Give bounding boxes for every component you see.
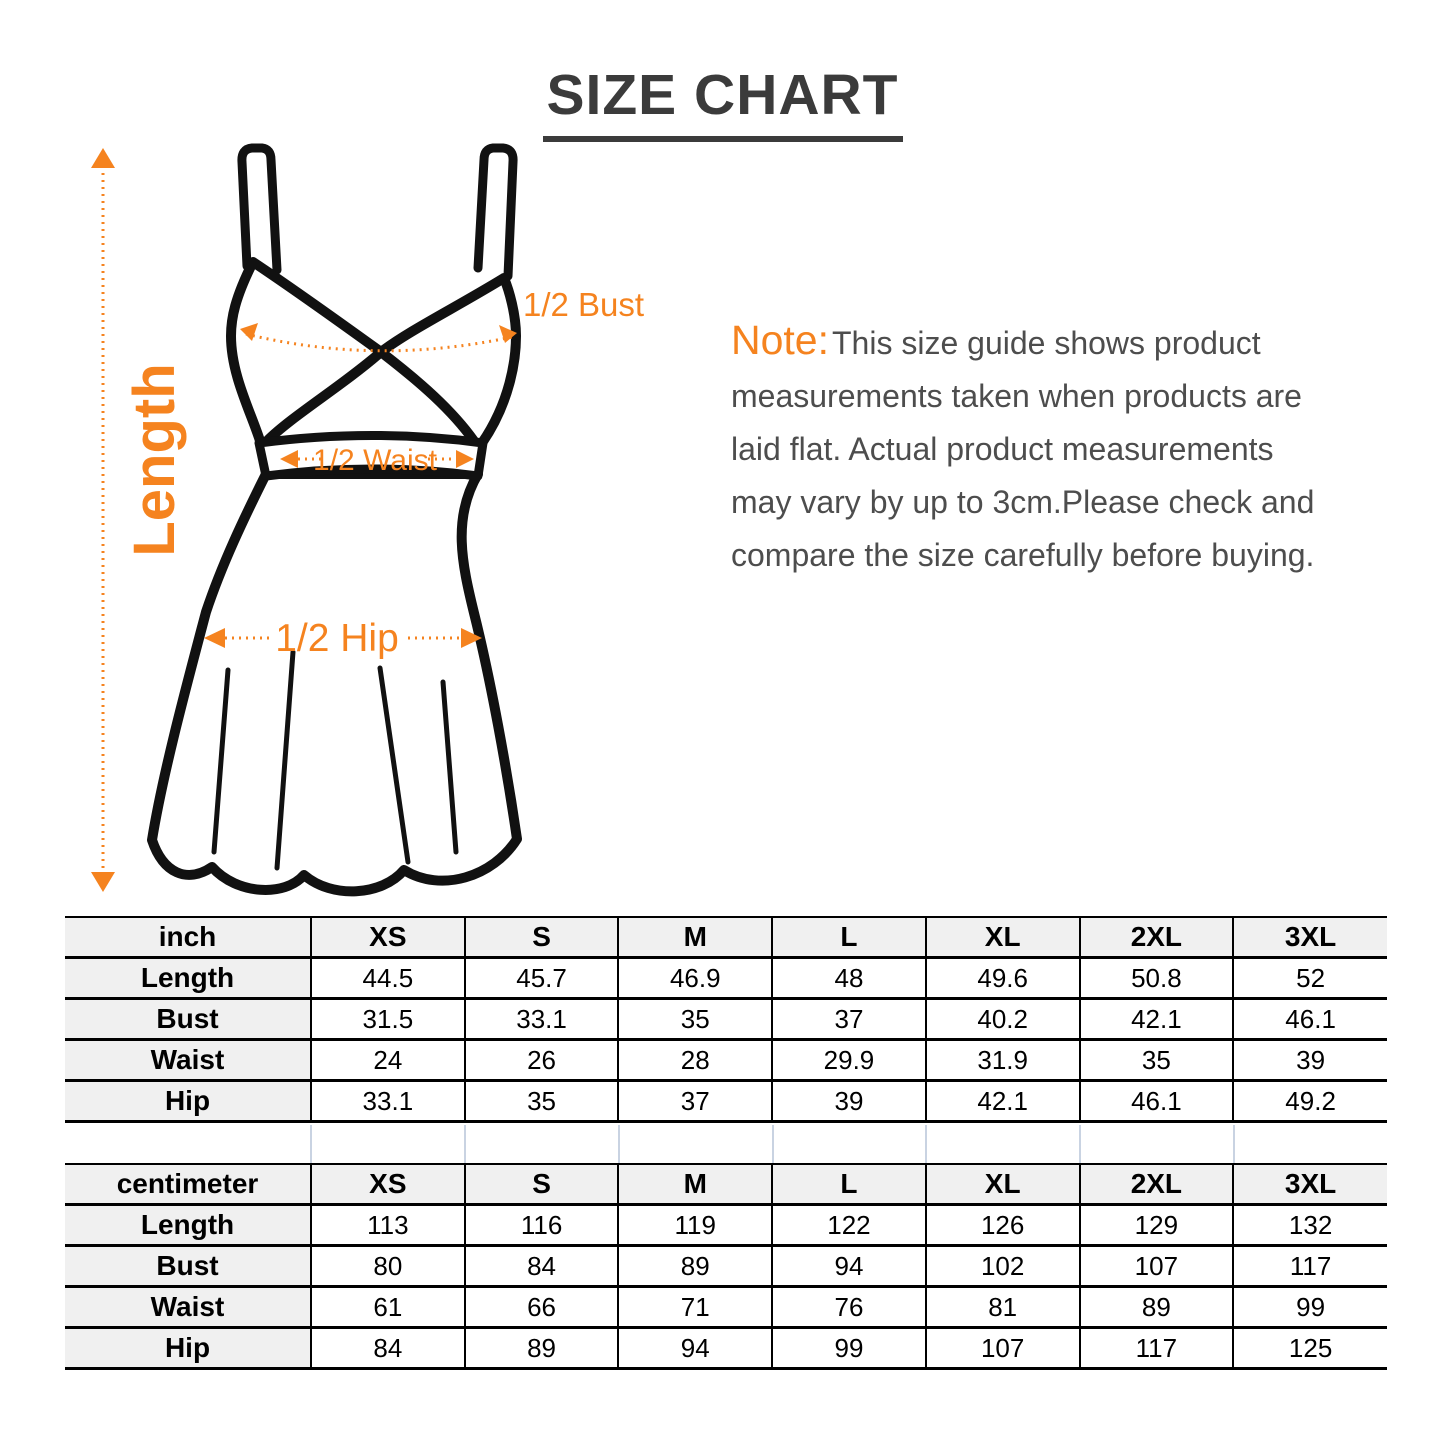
dress-right-strap: [478, 148, 513, 276]
measurement-value-cell: 89: [465, 1328, 619, 1369]
note-line: [731, 314, 1431, 370]
size-header-cell: 3XL: [1233, 917, 1387, 958]
size-header-cell: XL: [926, 917, 1080, 958]
measurement-label-cell: Hip: [65, 1328, 311, 1369]
measurement-label-cell: Bust: [65, 1246, 311, 1287]
measurement-value-cell: 31.5: [311, 999, 465, 1040]
measurement-value-cell: 26: [465, 1040, 619, 1081]
size-header-cell: M: [618, 1164, 772, 1205]
bust-label: 1/2 Bust: [523, 286, 645, 323]
size-table-header-row: [65, 917, 1387, 958]
measurement-value-cell: 84: [465, 1246, 619, 1287]
size-header-cell: L: [772, 1164, 926, 1205]
measurement-value-cell: 122: [772, 1205, 926, 1246]
measurement-value-cell: 71: [618, 1287, 772, 1328]
measurement-value-cell: 132: [1233, 1205, 1387, 1246]
measurement-value-cell: 52: [1233, 958, 1387, 999]
measurement-row: [65, 1287, 1387, 1328]
size-header-cell: 2XL: [1080, 917, 1234, 958]
measurement-label-cell: Waist: [65, 1287, 311, 1328]
measurement-value-cell: 39: [772, 1081, 926, 1122]
measurement-value-cell: 126: [926, 1205, 1080, 1246]
measurement-row: [65, 1081, 1387, 1122]
hip-label: 1/2 Hip: [275, 617, 399, 660]
measurement-value-cell: 46.1: [1233, 999, 1387, 1040]
size-header-cell: M: [618, 917, 772, 958]
measurement-value-cell: 33.1: [465, 999, 619, 1040]
measurement-value-cell: 84: [311, 1328, 465, 1369]
measurement-value-cell: 99: [772, 1328, 926, 1369]
measurement-value-cell: 29.9: [772, 1040, 926, 1081]
measurement-value-cell: 33.1: [311, 1081, 465, 1122]
measurement-value-cell: 35: [618, 999, 772, 1040]
measurement-row: [65, 1328, 1387, 1369]
measurement-value-cell: 66: [465, 1287, 619, 1328]
measurement-label-cell: Waist: [65, 1040, 311, 1081]
size-header-cell: 3XL: [1233, 1164, 1387, 1205]
measurement-value-cell: 45.7: [465, 958, 619, 999]
unit-header-cell: inch: [65, 917, 311, 958]
unit-header-cell: centimeter: [65, 1164, 311, 1205]
dress-left-strap: [242, 148, 277, 270]
measurement-value-cell: 94: [772, 1246, 926, 1287]
measurement-value-cell: 102: [926, 1246, 1080, 1287]
measurement-value-cell: 44.5: [311, 958, 465, 999]
measurement-value-cell: 113: [311, 1205, 465, 1246]
size-header-cell: S: [465, 1164, 619, 1205]
length-label: Length: [122, 363, 187, 557]
length-arrow: [91, 148, 115, 892]
note-block: [731, 314, 1431, 582]
measurement-value-cell: 46.9: [618, 958, 772, 999]
size-table-header-row: [65, 1164, 1387, 1205]
measurement-label-cell: Hip: [65, 1081, 311, 1122]
measurement-value-cell: 35: [1080, 1040, 1234, 1081]
measurement-value-cell: 48: [772, 958, 926, 999]
measurement-value-cell: 46.1: [1080, 1081, 1234, 1122]
measurement-value-cell: 94: [618, 1328, 772, 1369]
size-header-cell: XS: [311, 1164, 465, 1205]
measurement-label-cell: Length: [65, 958, 311, 999]
table-gap-gridlines: [65, 1125, 1387, 1163]
measurement-label-cell: Length: [65, 1205, 311, 1246]
page-title: SIZE CHART: [543, 62, 903, 142]
measurement-value-cell: 37: [772, 999, 926, 1040]
measurement-label-cell: Bust: [65, 999, 311, 1040]
measurement-row: [65, 1040, 1387, 1081]
note-text: This size guide shows product: [832, 325, 1261, 361]
note-label: Note:: [731, 317, 829, 363]
measurement-value-cell: 42.1: [926, 1081, 1080, 1122]
waist-label: 1/2 Waist: [313, 444, 437, 477]
dress-skirt: [152, 474, 517, 891]
size-table-inch: [65, 916, 1387, 1123]
measurement-value-cell: 117: [1080, 1328, 1234, 1369]
measurement-value-cell: 42.1: [1080, 999, 1234, 1040]
measurement-value-cell: 89: [1080, 1287, 1234, 1328]
measurement-value-cell: 61: [311, 1287, 465, 1328]
measurement-value-cell: 117: [1233, 1246, 1387, 1287]
dress-measurement-diagram: [0, 140, 720, 930]
measurement-value-cell: 119: [618, 1205, 772, 1246]
measurement-value-cell: 116: [465, 1205, 619, 1246]
measurement-row: [65, 958, 1387, 999]
arrow-up-icon: [91, 148, 115, 168]
measurement-value-cell: 81: [926, 1287, 1080, 1328]
measurement-row: [65, 999, 1387, 1040]
size-header-cell: S: [465, 917, 619, 958]
note-line: laid flat. Actual product measurements: [731, 431, 1274, 467]
size-header-cell: L: [772, 917, 926, 958]
measurement-value-cell: 49.6: [926, 958, 1080, 999]
measurement-value-cell: 37: [618, 1081, 772, 1122]
note-line: may vary by up to 3cm.Please check and: [731, 484, 1315, 520]
measurement-value-cell: 76: [772, 1287, 926, 1328]
measurement-value-cell: 89: [618, 1246, 772, 1287]
measurement-value-cell: 50.8: [1080, 958, 1234, 999]
measurement-value-cell: 80: [311, 1246, 465, 1287]
measurement-value-cell: 125: [1233, 1328, 1387, 1369]
arrow-down-icon: [91, 872, 115, 892]
measurement-row: [65, 1246, 1387, 1287]
measurement-value-cell: 39: [1233, 1040, 1387, 1081]
measurement-value-cell: 35: [465, 1081, 619, 1122]
size-header-cell: 2XL: [1080, 1164, 1234, 1205]
measurement-value-cell: 107: [926, 1328, 1080, 1369]
size-header-cell: XS: [311, 917, 465, 958]
measurement-value-cell: 28: [618, 1040, 772, 1081]
measurement-value-cell: 99: [1233, 1287, 1387, 1328]
measurement-value-cell: 40.2: [926, 999, 1080, 1040]
measurement-value-cell: 31.9: [926, 1040, 1080, 1081]
measurement-row: [65, 1205, 1387, 1246]
measurement-value-cell: 49.2: [1233, 1081, 1387, 1122]
size-header-cell: XL: [926, 1164, 1080, 1205]
measurement-value-cell: 24: [311, 1040, 465, 1081]
note-line: compare the size carefully before buying.: [731, 537, 1315, 573]
note-line: measurements taken when products are: [731, 378, 1302, 414]
measurement-value-cell: 107: [1080, 1246, 1234, 1287]
size-table-centimeter: [65, 1163, 1387, 1370]
measurement-value-cell: 129: [1080, 1205, 1234, 1246]
